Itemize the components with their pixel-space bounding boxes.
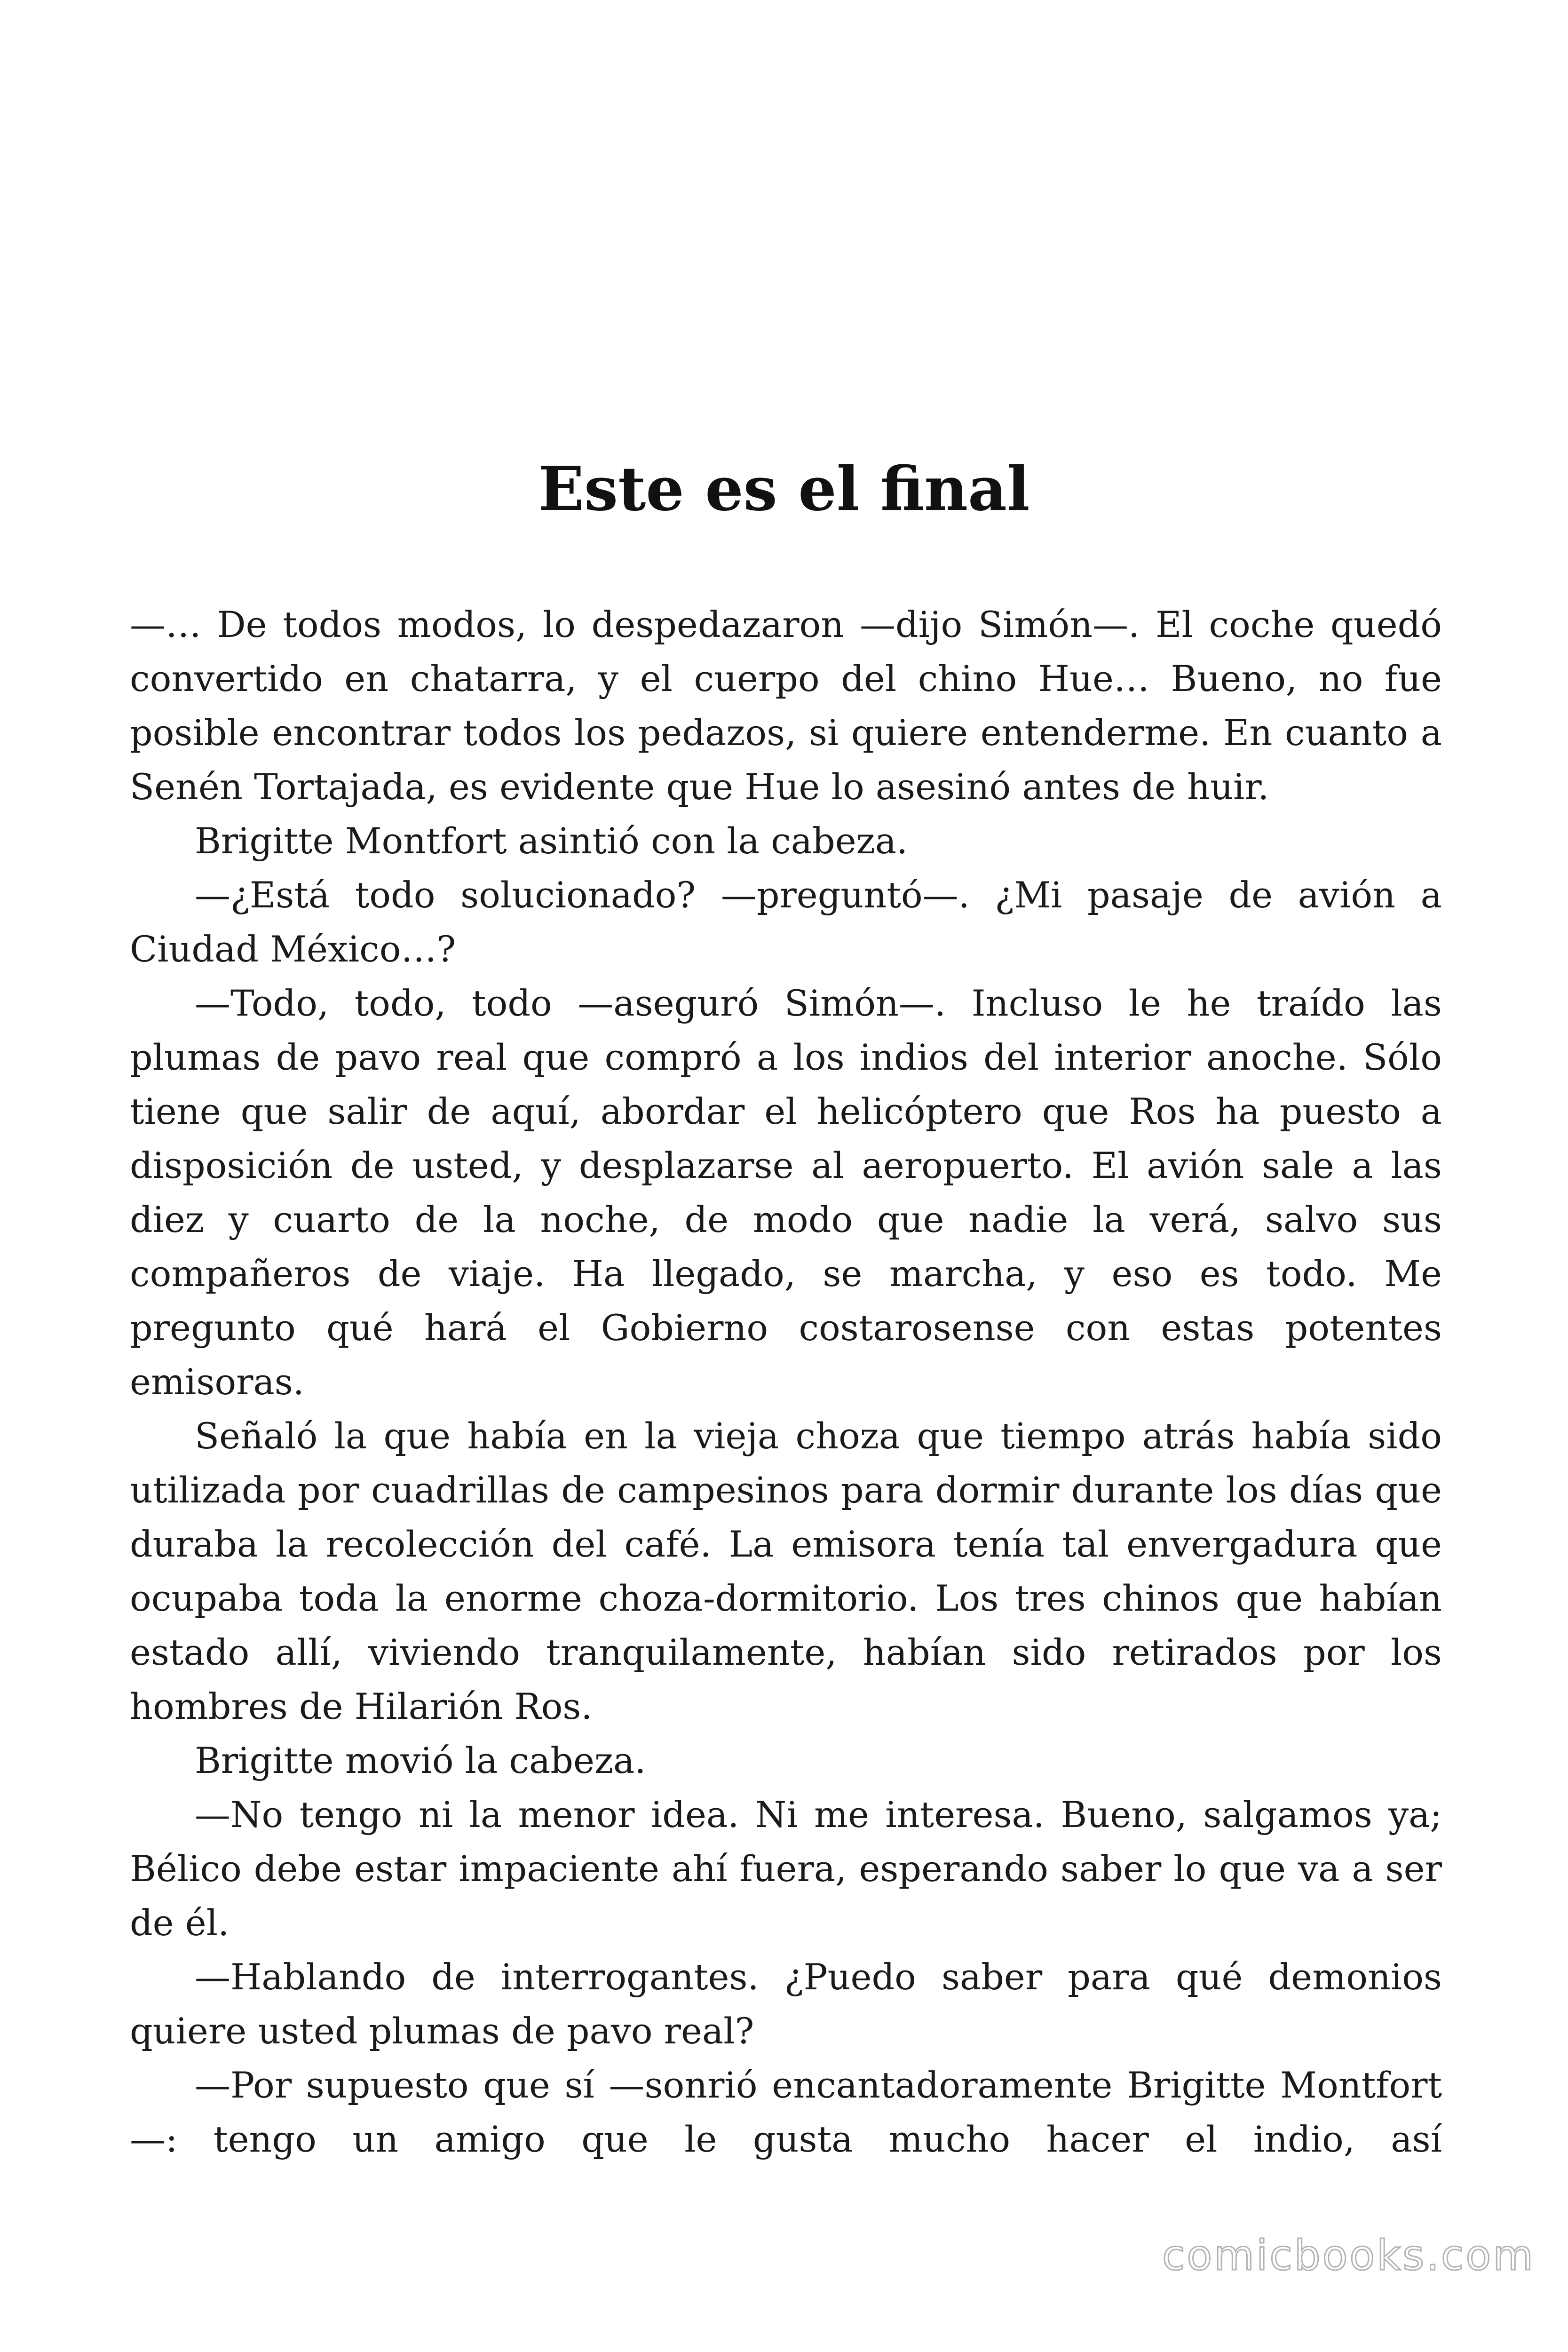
paragraph: —Por supuesto que sí —sonrió encantadoramente Brigitte Montfort—: tengo un amigo que le gusta mucho hacer el indio, así (130, 2064, 1442, 2160)
paragraph: —¿Está todo solucionado? —preguntó—. ¿Mi pasaje de avión a Ciudad México…? (130, 874, 1442, 970)
paragraph: Brigitte movió la cabeza. (195, 1740, 646, 1781)
paragraph: —Hablando de interrogantes. ¿Puedo saber para qué demonios quiere usted plumas de pavo real? (130, 1956, 1442, 2052)
paragraph: —No tengo ni la menor idea. Ni me interesa. Bueno, salgamos ya; Bélico debe estar impaciente ahí fuera, esperando saber lo que va a ser de él. (130, 1794, 1442, 1944)
chapter-body (130, 597, 1442, 2166)
paragraph: —Todo, todo, todo —aseguró Simón—. Incluso le he traído las plumas de pavo real que compró a los indios del interior anoche. Sólo tiene que salir de aquí, abordar el helicóptero que Ros ha puesto a disposición de usted, y desplazarse al aeropuerto. El avión sale a las diez y cuarto de la noche, de modo que nadie la verá, salvo sus compañeros de viaje. Ha llegado, se marcha, y eso es todo. Me pregunto qué hará el Gobierno costarosense con estas potentes emisoras. (130, 982, 1442, 1403)
paragraph: Señaló la que había en la vieja choza que tiempo atrás había sido utilizada por cuadrillas de campesinos para dormir durante los días que duraba la recolección del café. La emisora tenía tal envergadura que ocupaba toda la enorme choza-dormitorio. Los tres chinos que habían estado allí, viviendo tranquilamente, habían sido retirados por los hombres de Hilarión Ros. (130, 1415, 1442, 1727)
chapter-title: Este es el final (538, 454, 1030, 524)
paragraph: Brigitte Montfort asintió con la cabeza. (195, 820, 908, 862)
watermark-text: comicbooks.com (1162, 2231, 1535, 2280)
paragraph: —… De todos modos, lo despedazaron —dijo Simón—. El coche quedó convertido en chatarra, y el cuerpo del chino Hue… Bueno, no fue posible encontrar todos los pedazos, si quiere entenderme. En cuanto a Senén Tortajada, es evidente que Hue lo asesinó antes de huir. (130, 604, 1442, 808)
